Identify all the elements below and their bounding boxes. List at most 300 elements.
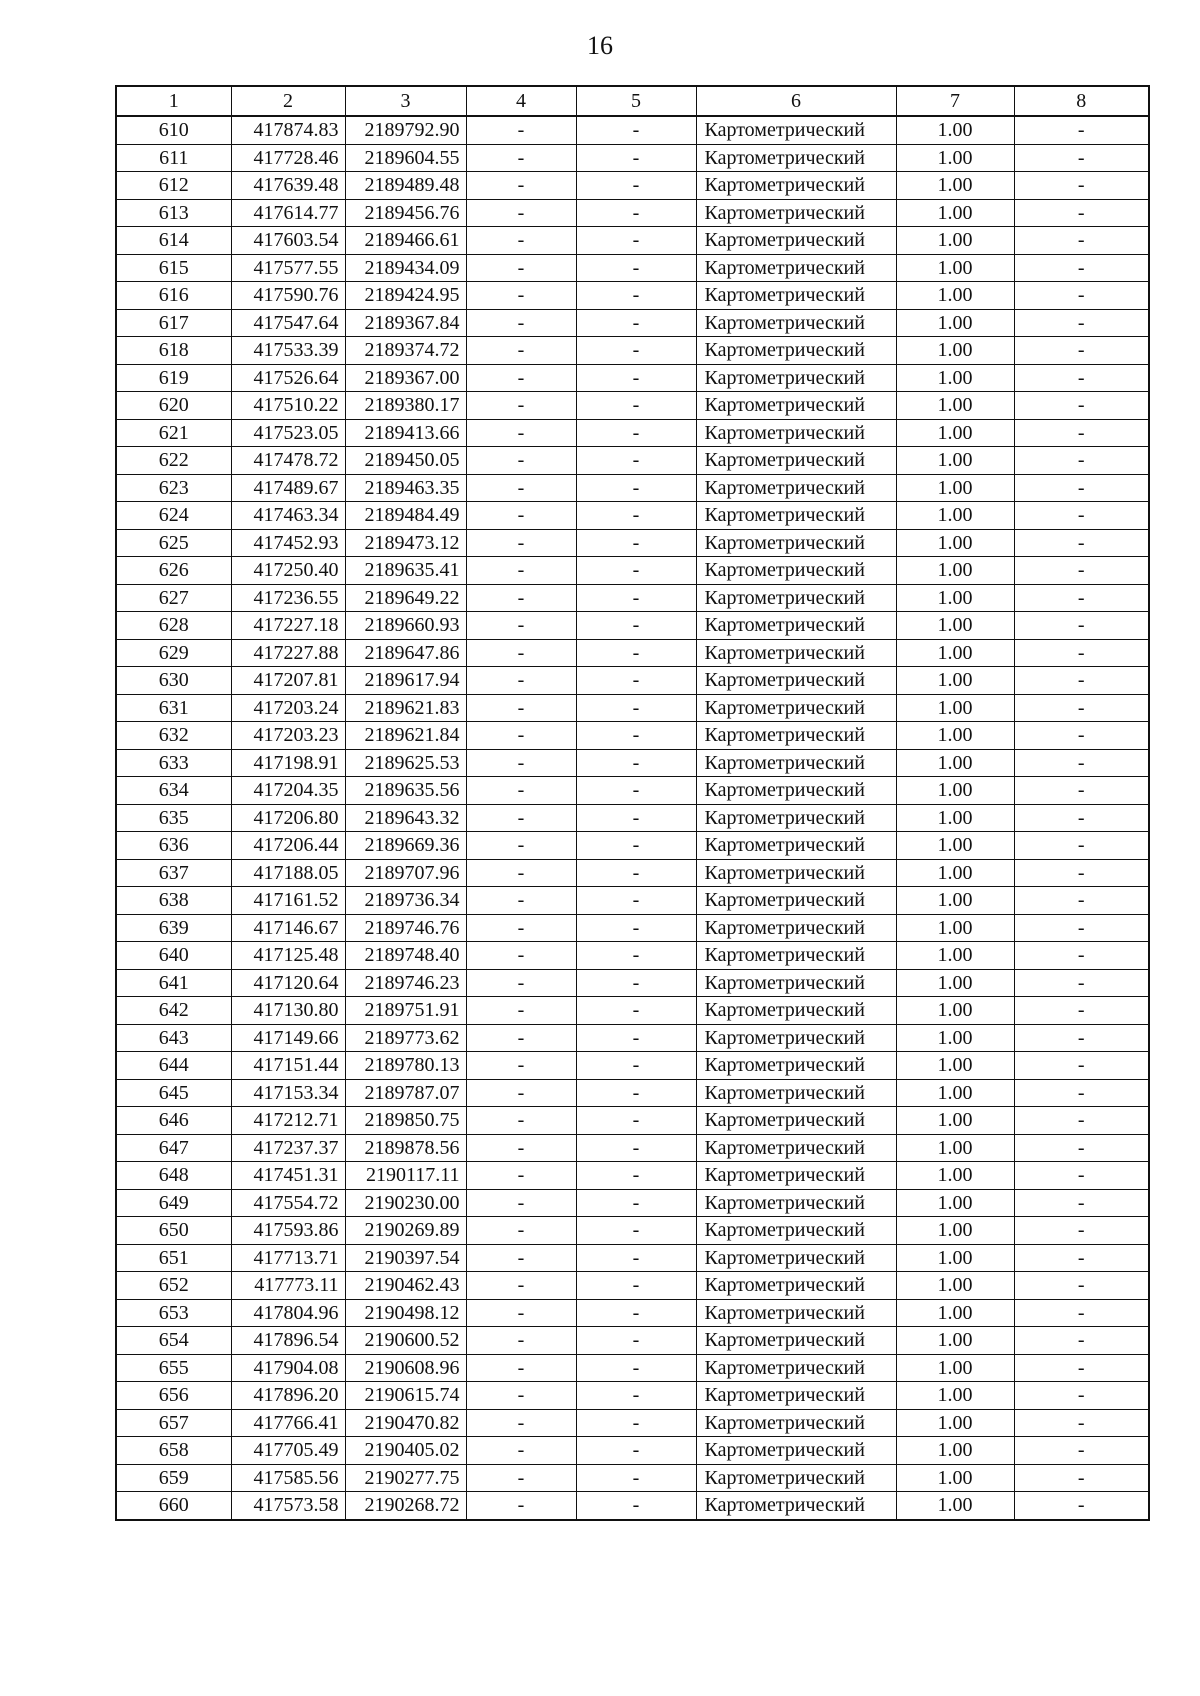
table-row (116, 337, 1149, 365)
accuracy-cell: 1.00 (896, 199, 1014, 227)
y-coordinate-cell: 2189643.32 (345, 804, 466, 832)
col-4-value-cell: - (466, 1464, 576, 1492)
col-5-value-cell: - (576, 116, 696, 144)
column-header-3: 3 (345, 86, 466, 116)
accuracy-cell: 1.00 (896, 1492, 1014, 1520)
point-number-cell: 654 (116, 1327, 231, 1355)
point-number-cell: 629 (116, 639, 231, 667)
accuracy-cell: 1.00 (896, 969, 1014, 997)
y-coordinate-cell: 2189367.84 (345, 309, 466, 337)
accuracy-cell: 1.00 (896, 309, 1014, 337)
point-number-cell: 616 (116, 282, 231, 310)
method-cell: Картометрический (696, 364, 896, 392)
accuracy-cell: 1.00 (896, 116, 1014, 144)
method-cell: Картометрический (696, 1437, 896, 1465)
col-4-value-cell: - (466, 254, 576, 282)
point-number-cell: 643 (116, 1024, 231, 1052)
col-5-value-cell: - (576, 529, 696, 557)
col-8-value-cell: - (1014, 942, 1149, 970)
col-4-value-cell: - (466, 612, 576, 640)
table-row (116, 282, 1149, 310)
x-coordinate-cell: 417593.86 (231, 1217, 345, 1245)
x-coordinate-cell: 417120.64 (231, 969, 345, 997)
col-8-value-cell: - (1014, 199, 1149, 227)
col-5-value-cell: - (576, 1217, 696, 1245)
method-cell: Картометрический (696, 172, 896, 200)
col-4-value-cell: - (466, 667, 576, 695)
x-coordinate-cell: 417896.20 (231, 1382, 345, 1410)
x-coordinate-cell: 417227.18 (231, 612, 345, 640)
col-5-value-cell: - (576, 392, 696, 420)
col-5-value-cell: - (576, 557, 696, 585)
y-coordinate-cell: 2189473.12 (345, 529, 466, 557)
col-5-value-cell: - (576, 254, 696, 282)
y-coordinate-cell: 2189736.34 (345, 887, 466, 915)
x-coordinate-cell: 417547.64 (231, 309, 345, 337)
column-header-7: 7 (896, 86, 1014, 116)
accuracy-cell: 1.00 (896, 832, 1014, 860)
accuracy-cell: 1.00 (896, 364, 1014, 392)
table-row (116, 1079, 1149, 1107)
col-4-value-cell: - (466, 1189, 576, 1217)
point-number-cell: 627 (116, 584, 231, 612)
column-header-2: 2 (231, 86, 345, 116)
col-5-value-cell: - (576, 502, 696, 530)
x-coordinate-cell: 417452.93 (231, 529, 345, 557)
method-cell: Картометрический (696, 722, 896, 750)
col-5-value-cell: - (576, 832, 696, 860)
table-row (116, 1162, 1149, 1190)
method-cell: Картометрический (696, 777, 896, 805)
col-8-value-cell: - (1014, 364, 1149, 392)
point-number-cell: 638 (116, 887, 231, 915)
x-coordinate-cell: 417489.67 (231, 474, 345, 502)
y-coordinate-cell: 2189484.49 (345, 502, 466, 530)
point-number-cell: 647 (116, 1134, 231, 1162)
accuracy-cell: 1.00 (896, 997, 1014, 1025)
accuracy-cell: 1.00 (896, 227, 1014, 255)
col-8-value-cell: - (1014, 584, 1149, 612)
y-coordinate-cell: 2189617.94 (345, 667, 466, 695)
col-5-value-cell: - (576, 1464, 696, 1492)
y-coordinate-cell: 2189374.72 (345, 337, 466, 365)
col-4-value-cell: - (466, 887, 576, 915)
y-coordinate-cell: 2190269.89 (345, 1217, 466, 1245)
point-number-cell: 620 (116, 392, 231, 420)
point-number-cell: 636 (116, 832, 231, 860)
y-coordinate-cell: 2189751.91 (345, 997, 466, 1025)
x-coordinate-cell: 417463.34 (231, 502, 345, 530)
table-body (116, 116, 1149, 1520)
col-5-value-cell: - (576, 1244, 696, 1272)
table-row (116, 777, 1149, 805)
col-5-value-cell: - (576, 309, 696, 337)
point-number-cell: 642 (116, 997, 231, 1025)
x-coordinate-cell: 417639.48 (231, 172, 345, 200)
point-number-cell: 628 (116, 612, 231, 640)
x-coordinate-cell: 417904.08 (231, 1354, 345, 1382)
col-8-value-cell: - (1014, 447, 1149, 475)
col-5-value-cell: - (576, 639, 696, 667)
accuracy-cell: 1.00 (896, 392, 1014, 420)
method-cell: Картометрический (696, 1272, 896, 1300)
method-cell: Картометрический (696, 144, 896, 172)
x-coordinate-cell: 417153.34 (231, 1079, 345, 1107)
point-number-cell: 618 (116, 337, 231, 365)
method-cell: Картометрический (696, 612, 896, 640)
col-4-value-cell: - (466, 1244, 576, 1272)
accuracy-cell: 1.00 (896, 1327, 1014, 1355)
col-8-value-cell: - (1014, 1024, 1149, 1052)
col-8-value-cell: - (1014, 1409, 1149, 1437)
accuracy-cell: 1.00 (896, 474, 1014, 502)
method-cell: Картометрический (696, 474, 896, 502)
accuracy-cell: 1.00 (896, 1272, 1014, 1300)
col-4-value-cell: - (466, 1107, 576, 1135)
col-8-value-cell: - (1014, 887, 1149, 915)
point-number-cell: 658 (116, 1437, 231, 1465)
method-cell: Картометрический (696, 667, 896, 695)
x-coordinate-cell: 417523.05 (231, 419, 345, 447)
x-coordinate-cell: 417237.37 (231, 1134, 345, 1162)
accuracy-cell: 1.00 (896, 1217, 1014, 1245)
table-row (116, 667, 1149, 695)
point-number-cell: 645 (116, 1079, 231, 1107)
col-4-value-cell: - (466, 694, 576, 722)
x-coordinate-cell: 417874.83 (231, 116, 345, 144)
table-row (116, 859, 1149, 887)
x-coordinate-cell: 417227.88 (231, 639, 345, 667)
col-8-value-cell: - (1014, 1492, 1149, 1520)
point-number-cell: 660 (116, 1492, 231, 1520)
accuracy-cell: 1.00 (896, 639, 1014, 667)
table-row (116, 199, 1149, 227)
y-coordinate-cell: 2189434.09 (345, 254, 466, 282)
x-coordinate-cell: 417250.40 (231, 557, 345, 585)
y-coordinate-cell: 2189463.35 (345, 474, 466, 502)
col-5-value-cell: - (576, 887, 696, 915)
col-5-value-cell: - (576, 942, 696, 970)
col-4-value-cell: - (466, 1382, 576, 1410)
table-row (116, 1107, 1149, 1135)
col-8-value-cell: - (1014, 639, 1149, 667)
accuracy-cell: 1.00 (896, 942, 1014, 970)
point-number-cell: 619 (116, 364, 231, 392)
col-5-value-cell: - (576, 1079, 696, 1107)
col-4-value-cell: - (466, 337, 576, 365)
col-5-value-cell: - (576, 1327, 696, 1355)
col-8-value-cell: - (1014, 1437, 1149, 1465)
method-cell: Картометрический (696, 804, 896, 832)
table-row (116, 722, 1149, 750)
accuracy-cell: 1.00 (896, 1189, 1014, 1217)
col-4-value-cell: - (466, 447, 576, 475)
y-coordinate-cell: 2189878.56 (345, 1134, 466, 1162)
method-cell: Картометрический (696, 1327, 896, 1355)
col-5-value-cell: - (576, 1107, 696, 1135)
x-coordinate-cell: 417206.44 (231, 832, 345, 860)
col-4-value-cell: - (466, 172, 576, 200)
y-coordinate-cell: 2189773.62 (345, 1024, 466, 1052)
y-coordinate-cell: 2190397.54 (345, 1244, 466, 1272)
col-5-value-cell: - (576, 144, 696, 172)
col-4-value-cell: - (466, 639, 576, 667)
table-row (116, 749, 1149, 777)
x-coordinate-cell: 417478.72 (231, 447, 345, 475)
col-8-value-cell: - (1014, 1189, 1149, 1217)
col-8-value-cell: - (1014, 722, 1149, 750)
y-coordinate-cell: 2189621.84 (345, 722, 466, 750)
point-number-cell: 652 (116, 1272, 231, 1300)
method-cell: Картометрический (696, 1382, 896, 1410)
table-row (116, 474, 1149, 502)
col-5-value-cell: - (576, 337, 696, 365)
accuracy-cell: 1.00 (896, 1107, 1014, 1135)
y-coordinate-cell: 2190230.00 (345, 1189, 466, 1217)
accuracy-cell: 1.00 (896, 254, 1014, 282)
accuracy-cell: 1.00 (896, 1409, 1014, 1437)
col-5-value-cell: - (576, 584, 696, 612)
col-4-value-cell: - (466, 942, 576, 970)
table-row (116, 1382, 1149, 1410)
col-4-value-cell: - (466, 392, 576, 420)
table-row (116, 1189, 1149, 1217)
table-row (116, 1134, 1149, 1162)
col-4-value-cell: - (466, 474, 576, 502)
col-5-value-cell: - (576, 694, 696, 722)
accuracy-cell: 1.00 (896, 282, 1014, 310)
accuracy-cell: 1.00 (896, 1244, 1014, 1272)
x-coordinate-cell: 417577.55 (231, 254, 345, 282)
col-8-value-cell: - (1014, 1272, 1149, 1300)
method-cell: Картометрический (696, 1299, 896, 1327)
col-8-value-cell: - (1014, 804, 1149, 832)
y-coordinate-cell: 2190600.52 (345, 1327, 466, 1355)
table-row (116, 364, 1149, 392)
x-coordinate-cell: 417773.11 (231, 1272, 345, 1300)
x-coordinate-cell: 417203.23 (231, 722, 345, 750)
method-cell: Картометрический (696, 1107, 896, 1135)
method-cell: Картометрический (696, 116, 896, 144)
col-5-value-cell: - (576, 447, 696, 475)
x-coordinate-cell: 417130.80 (231, 997, 345, 1025)
method-cell: Картометрический (696, 969, 896, 997)
method-cell: Картометрический (696, 1162, 896, 1190)
y-coordinate-cell: 2189746.23 (345, 969, 466, 997)
method-cell: Картометрический (696, 1079, 896, 1107)
table-row (116, 1492, 1149, 1520)
x-coordinate-cell: 417573.58 (231, 1492, 345, 1520)
accuracy-cell: 1.00 (896, 1464, 1014, 1492)
table-row (116, 447, 1149, 475)
y-coordinate-cell: 2189780.13 (345, 1052, 466, 1080)
x-coordinate-cell: 417207.81 (231, 667, 345, 695)
col-8-value-cell: - (1014, 1134, 1149, 1162)
col-4-value-cell: - (466, 969, 576, 997)
y-coordinate-cell: 2189792.90 (345, 116, 466, 144)
col-4-value-cell: - (466, 1024, 576, 1052)
x-coordinate-cell: 417896.54 (231, 1327, 345, 1355)
col-5-value-cell: - (576, 997, 696, 1025)
accuracy-cell: 1.00 (896, 722, 1014, 750)
col-4-value-cell: - (466, 199, 576, 227)
col-5-value-cell: - (576, 1052, 696, 1080)
table-row (116, 502, 1149, 530)
table-row (116, 694, 1149, 722)
col-4-value-cell: - (466, 859, 576, 887)
y-coordinate-cell: 2189635.56 (345, 777, 466, 805)
method-cell: Картометрический (696, 1134, 896, 1162)
table-row (116, 172, 1149, 200)
accuracy-cell: 1.00 (896, 1024, 1014, 1052)
col-8-value-cell: - (1014, 529, 1149, 557)
table-row (116, 1299, 1149, 1327)
col-8-value-cell: - (1014, 1299, 1149, 1327)
col-4-value-cell: - (466, 502, 576, 530)
method-cell: Картометрический (696, 1409, 896, 1437)
accuracy-cell: 1.00 (896, 749, 1014, 777)
x-coordinate-cell: 417510.22 (231, 392, 345, 420)
col-8-value-cell: - (1014, 144, 1149, 172)
y-coordinate-cell: 2189748.40 (345, 942, 466, 970)
point-number-cell: 656 (116, 1382, 231, 1410)
y-coordinate-cell: 2189621.83 (345, 694, 466, 722)
y-coordinate-cell: 2189456.76 (345, 199, 466, 227)
point-number-cell: 655 (116, 1354, 231, 1382)
table-row (116, 1244, 1149, 1272)
method-cell: Картометрический (696, 227, 896, 255)
column-header-8: 8 (1014, 86, 1149, 116)
table-row (116, 639, 1149, 667)
point-number-cell: 639 (116, 914, 231, 942)
x-coordinate-cell: 417804.96 (231, 1299, 345, 1327)
table-row (116, 584, 1149, 612)
method-cell: Картометрический (696, 419, 896, 447)
table-row (116, 1052, 1149, 1080)
table-row (116, 557, 1149, 585)
accuracy-cell: 1.00 (896, 1162, 1014, 1190)
y-coordinate-cell: 2190615.74 (345, 1382, 466, 1410)
col-8-value-cell: - (1014, 1382, 1149, 1410)
col-5-value-cell: - (576, 1354, 696, 1382)
y-coordinate-cell: 2189380.17 (345, 392, 466, 420)
y-coordinate-cell: 2190117.11 (345, 1162, 466, 1190)
x-coordinate-cell: 417198.91 (231, 749, 345, 777)
method-cell: Картометрический (696, 859, 896, 887)
col-5-value-cell: - (576, 227, 696, 255)
method-cell: Картометрический (696, 1217, 896, 1245)
accuracy-cell: 1.00 (896, 1354, 1014, 1382)
col-8-value-cell: - (1014, 227, 1149, 255)
x-coordinate-cell: 417585.56 (231, 1464, 345, 1492)
col-8-value-cell: - (1014, 667, 1149, 695)
method-cell: Картометрический (696, 1024, 896, 1052)
col-8-value-cell: - (1014, 337, 1149, 365)
x-coordinate-cell: 417766.41 (231, 1409, 345, 1437)
method-cell: Картометрический (696, 1189, 896, 1217)
y-coordinate-cell: 2190277.75 (345, 1464, 466, 1492)
point-number-cell: 613 (116, 199, 231, 227)
col-4-value-cell: - (466, 1437, 576, 1465)
col-8-value-cell: - (1014, 1244, 1149, 1272)
point-number-cell: 634 (116, 777, 231, 805)
col-8-value-cell: - (1014, 116, 1149, 144)
col-5-value-cell: - (576, 199, 696, 227)
x-coordinate-cell: 417614.77 (231, 199, 345, 227)
col-5-value-cell: - (576, 1272, 696, 1300)
col-5-value-cell: - (576, 612, 696, 640)
y-coordinate-cell: 2190608.96 (345, 1354, 466, 1382)
point-number-cell: 612 (116, 172, 231, 200)
col-5-value-cell: - (576, 749, 696, 777)
method-cell: Картометрический (696, 997, 896, 1025)
point-number-cell: 614 (116, 227, 231, 255)
method-cell: Картометрический (696, 1052, 896, 1080)
col-5-value-cell: - (576, 1382, 696, 1410)
x-coordinate-cell: 417125.48 (231, 942, 345, 970)
method-cell: Картометрический (696, 529, 896, 557)
accuracy-cell: 1.00 (896, 1299, 1014, 1327)
y-coordinate-cell: 2189466.61 (345, 227, 466, 255)
col-5-value-cell: - (576, 1024, 696, 1052)
col-4-value-cell: - (466, 557, 576, 585)
table-row (116, 1437, 1149, 1465)
table-row (116, 942, 1149, 970)
table-row (116, 1024, 1149, 1052)
method-cell: Картометрический (696, 749, 896, 777)
x-coordinate-cell: 417206.80 (231, 804, 345, 832)
table-row (116, 1354, 1149, 1382)
x-coordinate-cell: 417188.05 (231, 859, 345, 887)
y-coordinate-cell: 2189669.36 (345, 832, 466, 860)
x-coordinate-cell: 417151.44 (231, 1052, 345, 1080)
col-4-value-cell: - (466, 227, 576, 255)
column-header-5: 5 (576, 86, 696, 116)
table-row (116, 997, 1149, 1025)
accuracy-cell: 1.00 (896, 887, 1014, 915)
col-8-value-cell: - (1014, 749, 1149, 777)
col-8-value-cell: - (1014, 612, 1149, 640)
table-row (116, 1327, 1149, 1355)
point-number-cell: 624 (116, 502, 231, 530)
y-coordinate-cell: 2189424.95 (345, 282, 466, 310)
x-coordinate-cell: 417526.64 (231, 364, 345, 392)
point-number-cell: 615 (116, 254, 231, 282)
table-header (116, 86, 1149, 116)
table-row (116, 309, 1149, 337)
col-5-value-cell: - (576, 1409, 696, 1437)
x-coordinate-cell: 417236.55 (231, 584, 345, 612)
x-coordinate-cell: 417713.71 (231, 1244, 345, 1272)
point-number-cell: 637 (116, 859, 231, 887)
point-number-cell: 653 (116, 1299, 231, 1327)
point-number-cell: 640 (116, 942, 231, 970)
method-cell: Картометрический (696, 1244, 896, 1272)
col-4-value-cell: - (466, 529, 576, 557)
method-cell: Картометрический (696, 1354, 896, 1382)
accuracy-cell: 1.00 (896, 1134, 1014, 1162)
page-number: 16 (587, 31, 613, 60)
col-5-value-cell: - (576, 1134, 696, 1162)
col-4-value-cell: - (466, 997, 576, 1025)
x-coordinate-cell: 417203.24 (231, 694, 345, 722)
col-8-value-cell: - (1014, 1107, 1149, 1135)
col-4-value-cell: - (466, 804, 576, 832)
x-coordinate-cell: 417146.67 (231, 914, 345, 942)
col-5-value-cell: - (576, 1437, 696, 1465)
y-coordinate-cell: 2190470.82 (345, 1409, 466, 1437)
column-header-1: 1 (116, 86, 231, 116)
